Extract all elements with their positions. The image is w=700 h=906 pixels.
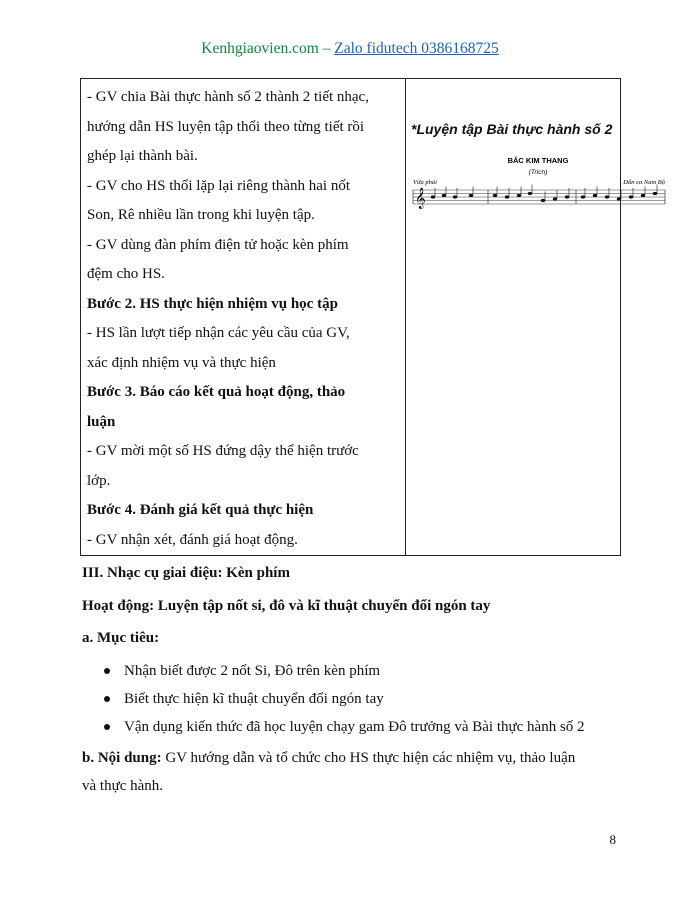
score-title: BẮC KIM THANG bbox=[507, 156, 569, 165]
bullet-icon bbox=[104, 724, 110, 730]
note-head bbox=[528, 192, 532, 195]
note-head bbox=[629, 195, 633, 198]
step-heading: Bước 4. Đánh giá kết quả thực hiện bbox=[87, 502, 314, 518]
score-composer: Dân ca Nam Bộ bbox=[623, 179, 665, 186]
score-tempo: Vừa phải bbox=[413, 179, 437, 186]
note-head bbox=[605, 195, 609, 198]
header-site: Kenhgiaovien.com bbox=[201, 40, 319, 57]
content-text: GV hướng dẫn và tổ chức cho HS thực hiện các nhiệm vụ, thảo luận bbox=[161, 750, 576, 766]
sheet-music bbox=[411, 153, 665, 228]
activity-line: Son, Rê nhiều lần trong khi luyện tập. bbox=[87, 207, 315, 223]
bullet-icon bbox=[104, 668, 110, 674]
practice-column bbox=[411, 121, 665, 228]
treble-clef-icon: 𝄞 bbox=[415, 188, 426, 209]
teacher-activity-column bbox=[87, 83, 399, 555]
header-separator: – bbox=[318, 40, 335, 57]
objectives-list bbox=[100, 657, 585, 741]
activity-line: - GV mời một số HS đứng dậy thể hiện trước bbox=[87, 443, 359, 459]
step-heading: Bước 2. HS thực hiện nhiệm vụ học tập bbox=[87, 295, 338, 312]
note-head bbox=[493, 194, 497, 197]
step-heading: Bước 3. Báo cáo kết quả hoạt động, thảo bbox=[87, 384, 346, 400]
objective-heading: a. Mục tiêu: bbox=[82, 630, 160, 646]
step-heading: luận bbox=[87, 413, 116, 430]
note-head bbox=[617, 197, 621, 200]
list-item bbox=[100, 657, 585, 685]
note-head bbox=[469, 194, 473, 197]
activity-line: - GV dùng đàn phím điện tử hoặc kèn phím bbox=[87, 236, 349, 253]
activity-line: hướng dẫn HS luyện tập thổi theo từng tiết rồi bbox=[87, 118, 365, 135]
note-head bbox=[541, 199, 545, 202]
objective-text: Biết thực hiện kĩ thuật chuyển đổi ngón tay bbox=[124, 691, 384, 707]
note-head bbox=[505, 195, 509, 198]
content-paragraph-continued: và thực hành. bbox=[82, 778, 164, 794]
note-head bbox=[565, 195, 569, 198]
activity-line: lớp. bbox=[87, 472, 111, 489]
note-head bbox=[641, 194, 645, 197]
objective-text: Nhận biết được 2 nốt Si, Đô trên kèn phím bbox=[124, 663, 381, 679]
page-number: 8 bbox=[609, 832, 616, 847]
table-column-divider bbox=[405, 79, 406, 555]
list-item bbox=[100, 713, 585, 741]
activity-line: - HS lần lượt tiếp nhận các yêu cầu của GV, bbox=[87, 325, 350, 341]
activity-line: - GV nhận xét, đánh giá hoạt động. bbox=[87, 531, 298, 548]
note-head bbox=[442, 194, 446, 197]
activity-line: đệm cho HS. bbox=[87, 266, 165, 282]
section-heading: III. Nhạc cụ giai điệu: Kèn phím bbox=[82, 565, 290, 581]
bullet-icon bbox=[104, 696, 110, 702]
objective-text: Vận dụng kiến thức đã học luyện chạy gam Đô trưởng và Bài thực hành số 2 bbox=[124, 719, 585, 735]
content-paragraph bbox=[82, 750, 575, 767]
content-label: b. Nội dung: bbox=[82, 750, 162, 766]
note-head bbox=[593, 194, 597, 197]
activity-heading: Hoạt động: Luyện tập nốt si, đô và kĩ thuật chuyển đổi ngón tay bbox=[82, 598, 491, 614]
note-head bbox=[553, 197, 557, 200]
staff-lines bbox=[413, 190, 665, 204]
score-subtitle: (Trích) bbox=[528, 169, 548, 176]
practice-title: *Luyện tập Bài thực hành số 2 bbox=[411, 121, 613, 137]
page-header bbox=[0, 40, 700, 58]
note-head bbox=[431, 195, 435, 198]
activity-line: - GV cho HS thổi lặp lại riêng thành hai nốt bbox=[87, 177, 351, 194]
header-contact-link[interactable]: Zalo fidutech 0386168725 bbox=[334, 40, 499, 57]
activity-line: xác định nhiệm vụ và thực hiện bbox=[87, 354, 276, 371]
activity-line: - GV chia Bài thực hành số 2 thành 2 tiết nhạc, bbox=[87, 89, 369, 105]
activity-line: ghép lại thành bài. bbox=[87, 148, 198, 164]
note-head bbox=[517, 194, 521, 197]
note-head bbox=[653, 192, 657, 195]
score-svg bbox=[411, 153, 667, 223]
lesson-table bbox=[80, 78, 665, 556]
list-item bbox=[100, 685, 585, 713]
note-head bbox=[453, 195, 457, 198]
note-head bbox=[581, 195, 585, 198]
